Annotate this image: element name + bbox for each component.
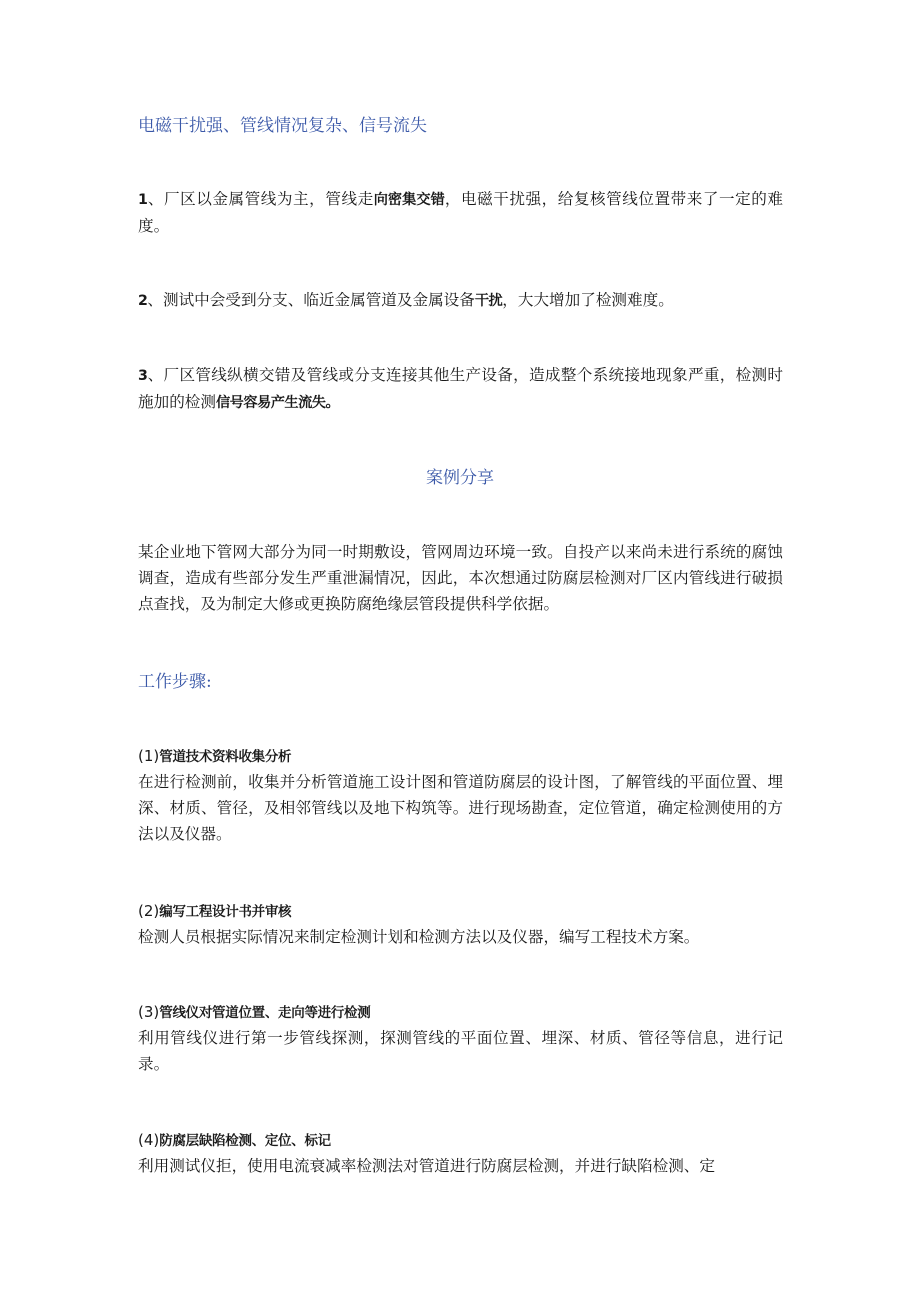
item-text: 、厂区以金属管线为主，管线走 [147,190,374,208]
item-text: 、厂区管线纵横交错及管线或分支连接其他生产设备，造成整个系统接地现象严重，检测时施加的检测 [138,366,783,411]
item-text-continued: ，电磁干扰强，给复核管线位置带来了一定的难度。 [138,190,783,235]
step-block [138,1000,783,1077]
step-title [138,744,783,769]
step-title [138,1000,783,1025]
case-paragraph: 某企业地下管网大部分为同一时期敷设，管网周边环境一致。自投产以来尚未进行系统的腐蚀调查，造成有些部分发生严重泄漏情况，因此，本次想通过防腐层检测对厂区内管线进行破损点查找，及为制定大修或更换防腐绝缘层管段提供科学依据。 [138,543,783,613]
step-number: (2) [138,902,160,920]
item-text: 、测试中会受到分支、临近金属管道及金属设备 [147,291,475,309]
item-emphasis: 信号容易产生流失。 [215,395,340,411]
step-body: 利用测试仪拒，使用电流衰减率检测法对管道进行防腐层检测，并进行缺陷检测、定 [138,1157,715,1175]
step-block [138,1128,783,1179]
item-number: 2 [138,293,148,309]
step-label: 管线仪对管道位置、走向等进行检测 [159,1005,371,1021]
step-label: 管道技术资料收集分析 [159,749,292,765]
item-number: 1 [138,192,148,208]
section-heading-interference: 电磁干扰强、管线情况复杂、信号流失 [138,116,427,136]
step-label: 编写工程设计书并审核 [159,904,292,920]
step-block [138,899,783,950]
step-label: 防腐层缺陷检测、定位、标记 [159,1133,331,1149]
step-number: (1) [138,747,160,765]
step-number: (3) [138,1003,160,1021]
list-item [138,186,783,239]
step-title [138,899,783,924]
item-text-continued: ，大大增加了检测难度。 [502,291,674,309]
step-body: 检测人员根据实际情况来制定检测计划和检测方法以及仪器，编写工程技术方案。 [138,928,700,946]
step-body: 在进行检测前，收集并分析管道施工设计图和管道防腐层的设计图，了解管线的平面位置、埋深、材质、管径，及相邻管线以及地下构筑等。进行现场勘查，定位管道，确定检测使用的方法以及仪器。 [138,773,783,843]
item-emphasis: 干扰 [474,293,503,309]
step-body: 利用管线仪进行第一步管线探测，探测管线的平面位置、埋深、材质、管径等信息，进行记录。 [138,1029,783,1073]
list-item [138,362,783,416]
list-item [138,287,783,314]
step-title [138,1128,783,1153]
step-number: (4) [138,1131,160,1149]
item-number: 3 [138,368,148,384]
section-heading-steps: 工作步骤: [138,672,212,692]
item-emphasis: 向密集交错 [373,192,445,208]
step-block [138,744,783,847]
section-heading-case: 案例分享 [426,468,494,488]
